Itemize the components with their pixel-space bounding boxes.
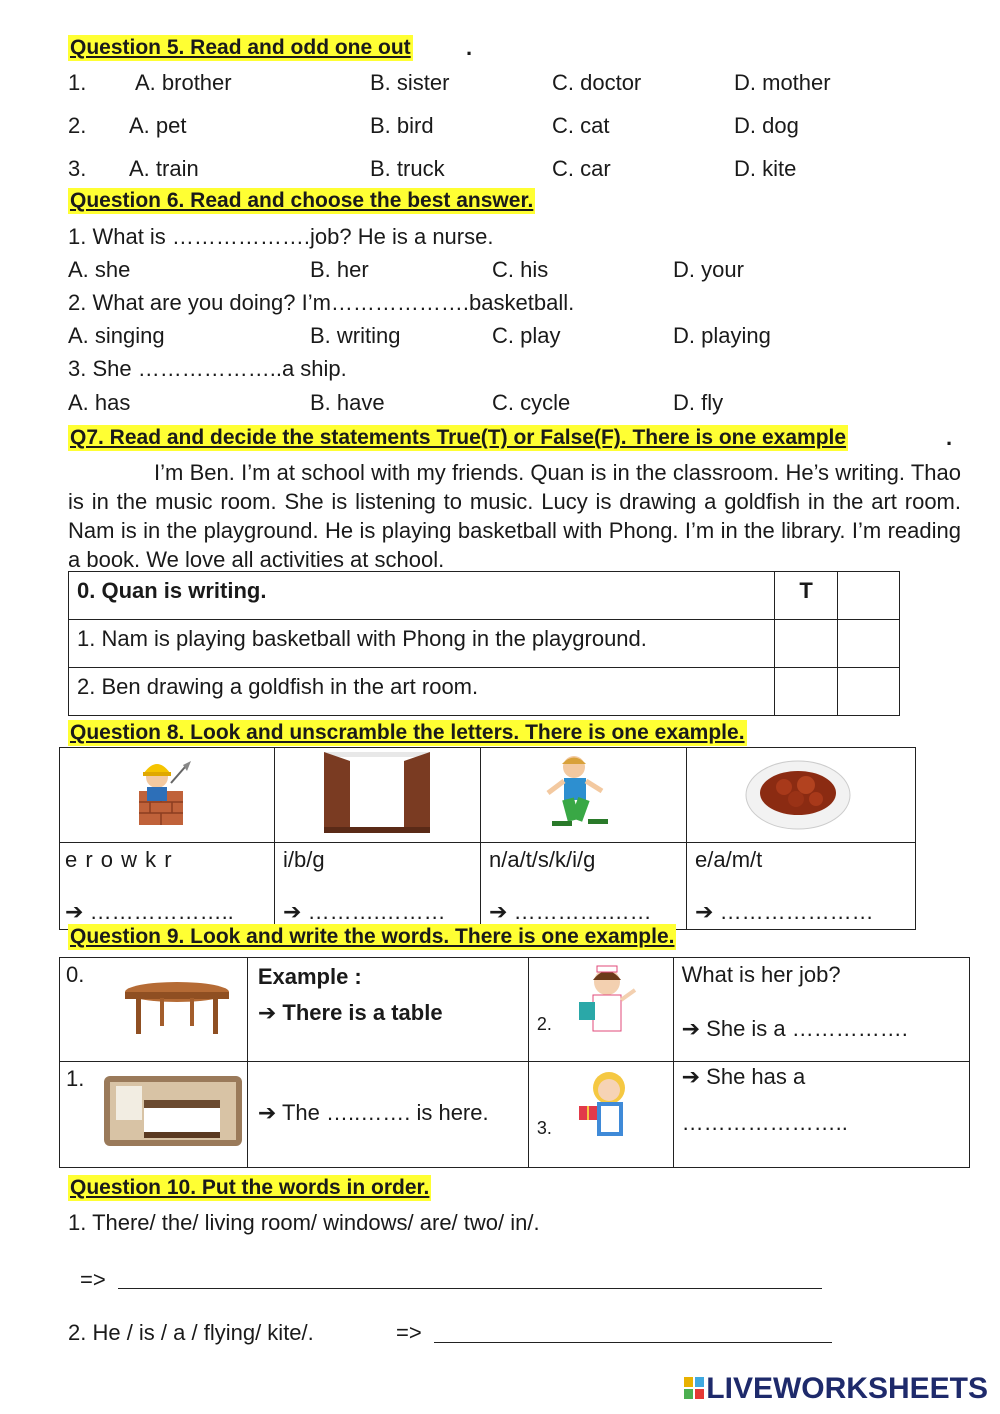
picture-cell [60,958,248,1062]
option-b[interactable]: B. bird [370,113,434,138]
option-b[interactable]: B. truck [370,156,445,181]
false-cell[interactable] [837,620,899,668]
q7-passage: I’m Ben. I’m at school with my friends. Quan is in the classroom. He’s writing. Thao is in the music room. She is listening to music. Lucy is drawing a goldfish in the art room. Nam is in the playground. He is playing basketball with Phong. I’m in the library. I’m reading a book. We love all activities at school. [68,460,961,572]
answer-blank[interactable]: ………………….. [681,1110,848,1135]
q10-item-2: 2. He / is / a / flying/ kite/. [68,1320,314,1345]
worker-icon [61,749,273,835]
q5-num: 2. [68,113,87,138]
option-a[interactable]: A. has [68,390,131,415]
arrow-icon: ➔ [489,899,508,924]
false-cell[interactable] [837,668,899,716]
option-b[interactable]: B. writing [310,323,401,348]
logo-mark-icon [684,1375,706,1401]
scrambled-letters: i/b/g [283,847,325,872]
picture-cell [481,748,687,843]
q7-table [68,571,900,716]
true-cell[interactable]: T [775,572,837,620]
option-d[interactable]: D. mother [734,70,831,95]
option-c[interactable]: C. cycle [492,390,571,415]
scrambled-letters: e r o w k r [65,847,173,872]
option-b[interactable]: B. her [310,257,369,282]
option-c[interactable]: C. cat [552,113,610,138]
arrow-icon: ➔ [681,1016,701,1041]
arrow-icon: ➔ [283,899,302,924]
scrambled-letters: n/a/t/s/k/i/g [489,847,596,872]
option-a[interactable]: A. singing [68,323,165,348]
true-cell[interactable] [775,620,837,668]
item-number: 3. [536,1118,552,1138]
answer-line-1[interactable] [118,1288,822,1289]
picture-cell [528,1062,673,1168]
q10-item-1: 1. There/ the/ living room/ windows/ are/ two/ in/. [68,1210,540,1235]
picture-cell [528,958,673,1062]
scrambled-letters: e/a/m/t [695,847,763,872]
unscramble-cell [275,843,481,930]
option-a[interactable]: A. brother [135,70,232,95]
answer-prompt: => [396,1320,422,1345]
item-number: 2. [536,1014,552,1034]
q6-heading: Question 6. Read and choose the best answer. [70,189,534,212]
nurse-icon [557,962,657,1042]
question-text: What is her job? [681,962,841,987]
q5-num: 1. [68,70,87,95]
example-label: Example : [257,964,362,989]
answer-blank[interactable]: ……………….. [89,899,234,924]
q6-question-1: 1. What is ……………….job? He is a nurse. [68,224,494,249]
q8-table [59,747,916,930]
q5-num: 3. [68,156,87,181]
option-b[interactable]: B. sister [370,70,450,95]
answer-cell [673,958,969,1062]
table-icon [122,978,232,1038]
option-c[interactable]: C. play [492,323,561,348]
option-a[interactable]: A. train [129,156,199,181]
q7-heading-dot: . [946,425,953,450]
q9-heading: Question 9. Look and write the words. There is one example. [70,925,675,948]
option-a[interactable]: A. pet [129,113,187,138]
answer-line-2[interactable] [434,1342,832,1343]
unscramble-cell [687,843,916,930]
option-d[interactable]: D. dog [734,113,799,138]
item-number: 0. [66,962,85,987]
option-b[interactable]: B. have [310,390,385,415]
q9-table [59,957,970,1168]
answer-blank[interactable]: The …..……. is here. [281,1100,489,1125]
q5-heading: Question 5. Read and odd one out [70,36,411,59]
answer-blank[interactable]: ……….……… [307,899,446,924]
bedroom-icon [104,1076,242,1146]
boy-skating-icon [482,749,685,835]
arrow-icon: ➔ [695,899,714,924]
q7-heading: Q7. Read and decide the statements True(T) or False(F). There is one example [70,426,847,449]
answer-cell [673,1062,969,1168]
table-row [60,843,916,930]
option-c[interactable]: C. his [492,257,549,282]
option-d[interactable]: D. fly [673,390,724,415]
answer-prompt: She has a [706,1064,806,1089]
item-number: 1. [66,1066,85,1091]
table-row [69,668,900,716]
option-d[interactable]: D. your [673,257,744,282]
option-c[interactable]: C. doctor [552,70,642,95]
door-icon [276,749,479,835]
arrow-icon: ➔ [257,1000,277,1025]
statement-cell: 1. Nam is playing basketball with Phong in the playground. [69,620,775,668]
arrow-icon: ➔ [65,899,84,924]
option-d[interactable]: D. kite [734,156,797,181]
unscramble-cell [60,843,275,930]
arrow-icon: ➔ [681,1064,701,1089]
arrow-icon: ➔ [257,1100,277,1125]
answer-cell [247,958,528,1062]
statement-cell: 0. Quan is writing. [69,572,775,620]
false-cell[interactable] [837,572,899,620]
q10-heading: Question 10. Put the words in order. [70,1176,430,1199]
option-d[interactable]: D. playing [673,323,771,348]
picture-cell [687,748,916,843]
answer-prompt: => [80,1267,106,1292]
answer-blank[interactable]: She is a ……………. [706,1016,908,1041]
picture-cell [60,1062,248,1168]
answer-blank[interactable]: ………………… [719,899,874,924]
table-row [60,748,916,843]
picture-cell [60,748,275,843]
unscramble-cell [481,843,687,930]
picture-cell [275,748,481,843]
q8-heading: Question 8. Look and unscramble the letters. There is one example. [70,721,745,744]
table-row [69,572,900,620]
option-c[interactable]: C. car [552,156,611,181]
statement-cell: 2. Ben drawing a goldfish in the art room. [69,668,775,716]
example-answer: There is a table [282,1000,443,1025]
table-row [60,958,970,1062]
q6-question-3: 3. She ………………..a ship. [68,356,347,381]
table-row [60,1062,970,1168]
meat-dish-icon [688,749,914,835]
option-a[interactable]: A. she [68,257,131,282]
liveworksheets-logo [684,1372,988,1406]
answer-blank[interactable]: ………….…… [513,899,652,924]
table-row [69,620,900,668]
answer-cell [247,1062,528,1168]
q5-heading-dot: . [466,35,473,60]
q6-question-2: 2. What are you doing? I’m……………….basketball. [68,290,575,315]
true-cell[interactable] [775,668,837,716]
girl-with-gift-icon [563,1066,653,1146]
logo-text: LIVEWORKSHEETS [706,1372,988,1405]
